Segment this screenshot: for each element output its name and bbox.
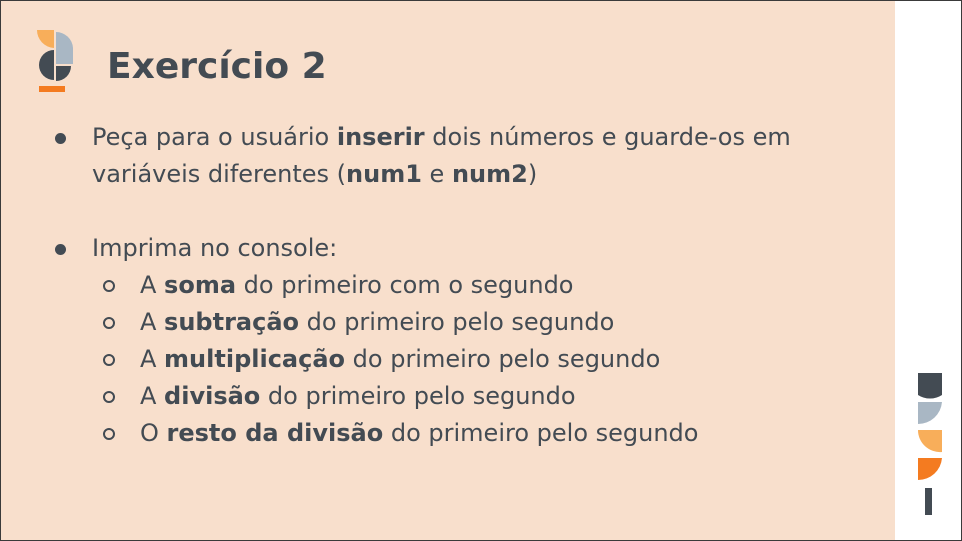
deco-shape-dark xyxy=(918,373,942,399)
sub-item xyxy=(51,304,881,341)
sub-item-suffix: do primeiro com o segundo xyxy=(236,271,574,299)
sub-item xyxy=(51,415,881,452)
sub-item-bold: multiplicação xyxy=(164,345,346,373)
deco-shape-light-orange xyxy=(918,430,942,452)
brand-logo-icon xyxy=(35,28,75,94)
sub-item-prefix: A xyxy=(140,382,165,410)
sub-item-suffix: do primeiro pelo segundo xyxy=(345,345,661,373)
page-title: Exercício 2 xyxy=(107,46,327,87)
bullet-text: dois números e guarde-os em xyxy=(424,123,791,151)
bullet-dot-icon xyxy=(55,244,66,255)
sub-bullet-circle-icon xyxy=(103,280,115,292)
sub-item-bold: divisão xyxy=(164,382,261,410)
sub-item-suffix: do primeiro pelo segundo xyxy=(260,382,576,410)
sub-item-prefix: O xyxy=(140,419,167,447)
sub-item-bold: soma xyxy=(164,271,237,299)
bullet-item xyxy=(51,230,881,267)
bullet-bold: inserir xyxy=(336,123,425,151)
bullet-text: Imprima no console: xyxy=(92,234,338,262)
decorative-shapes xyxy=(915,371,945,517)
sub-item-prefix: A xyxy=(140,345,165,373)
content-panel xyxy=(1,1,895,540)
bullet-text: ) xyxy=(527,160,538,188)
sub-item-prefix: A xyxy=(140,271,165,299)
sub-item xyxy=(51,267,881,304)
sub-item-suffix: do primeiro pelo segundo xyxy=(383,419,699,447)
bullet-text: variáveis diferentes ( xyxy=(92,160,347,188)
sub-bullet-circle-icon xyxy=(103,317,115,329)
bullet-text: Peça para o usuário xyxy=(92,123,337,151)
bullet-dot-icon xyxy=(55,133,66,144)
sub-item-prefix: A xyxy=(140,308,165,336)
deco-shape-bar xyxy=(925,488,932,515)
sub-item xyxy=(51,341,881,378)
sub-bullet-circle-icon xyxy=(103,391,115,403)
bullet-bold: num2 xyxy=(451,160,528,188)
bullet-item xyxy=(51,119,881,193)
sub-item-suffix: do primeiro pelo segundo xyxy=(299,308,615,336)
sub-bullet-circle-icon xyxy=(103,354,115,366)
bullet-text: e xyxy=(421,160,452,188)
deco-shape-blue-grey xyxy=(918,402,942,424)
slide-content xyxy=(51,119,881,452)
bullet-bold: num1 xyxy=(346,160,422,188)
sub-item xyxy=(51,378,881,415)
deco-shape-orange xyxy=(918,458,942,480)
sub-bullet-circle-icon xyxy=(103,428,115,440)
sub-item-bold: resto da divisão xyxy=(166,419,384,447)
sub-item-bold: subtração xyxy=(164,308,300,336)
